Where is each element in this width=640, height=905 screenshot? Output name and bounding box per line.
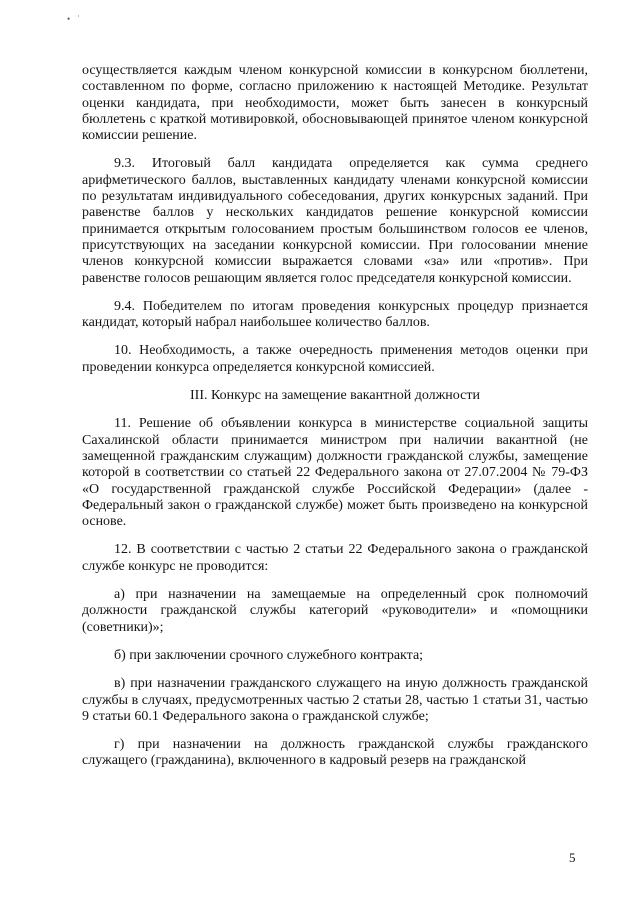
paragraph-11: 11. Решение об объявлении конкурса в министерстве социальной защиты Сахалинской области принимается министром при наличии вакантной (не замещенной гражданским служащим) должности гражданской службы, замещение которой в соответствии со статьей 22 Федерального закона от 27.07.2004 № 79-ФЗ «О государственной гражданской службе Российской Федерации» (далее - Федеральный закон о гражданской службе) может быть произведено на конкурсной основе.: [82, 416, 588, 530]
paragraph-continuation: осуществляется каждым членом конкурсной комиссии в конкурсном бюллетени, составленном по форме, согласно приложению к настоящей Методике. Результат оценки кандидата, при необходимости, может быть занесен в конкурсный бюллетень с краткой мотивировкой, обосновывающей принятое членом конкурсной комиссии решение.: [82, 63, 588, 144]
list-item-g: г) при назначении на должность гражданской службы гражданского служащего (гражданина), включенного в кадровый резерв на гражданской: [82, 737, 588, 769]
list-item-v: в) при назначении гражданского служащего на иную должность гражданской службы в случаях, предусмотренных частью 2 статьи 28, частью 1 статьи 31, частью 9 статьи 60.1 Федерального закона о гражданской службе;: [82, 676, 588, 724]
list-item-a: а) при назначении на замещаемые на определенный срок полномочий должности гражданской службы категорий «руководители» и «помощники (советники)»;: [82, 587, 588, 635]
scan-mark: •: [67, 14, 71, 24]
paragraph-12: 12. В соответствии с частью 2 статьи 22 Федерального закона о гражданской службе конкурс не проводится:: [82, 542, 588, 574]
paragraph-9-3: 9.3. Итоговый балл кандидата определяется как сумма среднего арифметического баллов, выставленных кандидату членами конкурсной комиссии по результатам индивидуального собеседования, других конкурсных заданий. При равенстве баллов у нескольких кандидатов решение конкурсной комиссии принимается открытым голосованием простым большинством голосов ее членов, присутствующих на заседании конкурсной комиссии. При голосовании мнение членов конкурсной комиссии выражается словами «за» или «против». При равенстве голосов решающим является голос председателя конкурсной комиссии.: [82, 156, 588, 286]
page-number: 5: [569, 850, 576, 865]
scan-mark: ˙: [77, 14, 80, 24]
list-item-b: б) при заключении срочного служебного контракта;: [114, 647, 424, 663]
document-body: [82, 63, 588, 770]
section-heading: III. Конкурс на замещение вакантной должности: [190, 388, 480, 404]
paragraph-9-4: 9.4. Победителем по итогам проведения конкурсных процедур признается кандидат, который набрал наибольшее количество баллов.: [82, 298, 588, 331]
paragraph-10: 10. Необходимость, а также очередность применения методов оценки при проведении конкурса определяется конкурсной комиссией.: [82, 343, 588, 375]
